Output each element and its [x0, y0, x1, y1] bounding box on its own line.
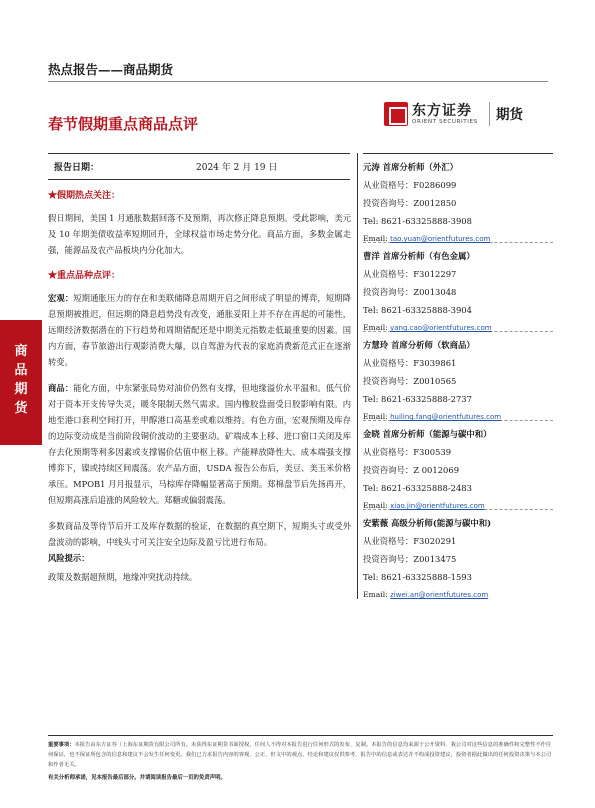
- date-label: 报告日期：: [54, 163, 100, 173]
- review-heading: ★重点品种点评：: [48, 271, 121, 281]
- analyst-email: Email: huiling.fang@orientfutures.com: [363, 412, 502, 421]
- analyst-email: Email: xiao.jin@orientfutures.com: [363, 501, 485, 510]
- commodity-label: 商品：: [48, 383, 74, 393]
- macro-label: 宏观：: [48, 293, 74, 303]
- analyst-name: 方慧玲 首席分析师（软商品）: [363, 340, 475, 350]
- risk-paragraph: 政策及数据超预期，地缘冲突扰动持续。: [48, 572, 198, 582]
- commodity-text: 能化方面，中东紧张局势对油价仍然有支撑，但地缘溢价水平温和。低气价对于资本开支传导失灵，暖冬限制天然气需求。国内橡胶盘面受日胶影响有限。内地至港口套利空间打开，甲醇港口高基差或难以维持。有色方面，宏观预期及库存的边际变动成是当前阶段铜价波动的主要驱动。矿端成本上移、进口窗口关闭及库存去化预期等利多因素或支撑锡价估值中枢上移。产能释放降性大、成本端强支撑博弈下，镍或持续区间震荡。农产品方面，USDA 报告公布后，美豆、美玉米价格承压。MPOB1 月月报显示，马棕库存降幅显著高于预期。郑棉盘节后先扬再开，但短期高涨后追涨的风险较大。郑糖或偏弱震荡。: [48, 383, 351, 505]
- disclaimer-label: 重要事项：: [48, 742, 75, 748]
- column-divider: [357, 153, 358, 599]
- analyst-license: 从业资格号：F3020291: [363, 536, 457, 546]
- date-value: 2024 年 2 月 19 日: [196, 163, 278, 173]
- side-tab-char: 货: [14, 401, 28, 416]
- logo-name-en: ORIENT SECURITIES: [412, 119, 478, 125]
- disclaimer-text: 本报告由东方证券（上海东证期货有限公司所有。未获得东证期货书面授权，任何人不得对本报告进行任何形式的发布、复制。本报告的信息均来源于公开资料，我公司对这些信息的准确性和完整性不作任何保证，也不保证所包含的信息和建议不会发生任何变更。我们已力求报告内容的客观、公正，但文中的观点、结论和建议仅供参考，报告中的信息或表达并不构成投资建议，投资者据此做出的任何投资决策与本公司和作者无关。: [48, 742, 552, 768]
- analyst-name: 安紫薇 高级分析师(能源与碳中和): [363, 518, 492, 528]
- logo-name-cn: 东方证券: [412, 103, 472, 119]
- header-rule: [48, 81, 548, 82]
- side-tab-char: 期: [14, 382, 28, 397]
- email-link[interactable]: tao.yuan@orientfutures.com: [390, 235, 491, 243]
- macro-text: 短期通胀压力的存在和美联储降息周期开启之间形成了明显的博弈，短期降息预期被推迟，但远期的降息趋势没有改变，通胀妥阳上并不存在再起的可能性，远期经济数据潜在的下行趋势和周期错配还是中期美元指数走低最重要的因素。国内方面，春节旅游出行观影消费大爆，以自驾游为代表的家庭消费新范式正在逐渐转变。: [48, 293, 351, 367]
- analyst-consult: 投资咨询号：Z0013475: [363, 554, 457, 564]
- analyst-tel: Tel: 8621-63325888-2737: [363, 394, 472, 404]
- footer-rule: [48, 735, 553, 736]
- email-link[interactable]: ziwei.an@orientfutures.com: [390, 591, 489, 599]
- analyst-consult: 投资咨询号：Z0010565: [363, 376, 457, 386]
- analyst-tel: Tel: 8621-63325888-3904: [363, 305, 472, 315]
- analyst-license: 从业资格号：F0286099: [363, 180, 457, 190]
- document-title: 春节假期重点商品点评: [48, 115, 199, 133]
- analyst-card: [363, 154, 553, 243]
- analyst-name: 元涛 首席分析师（外汇）: [363, 162, 459, 172]
- analyst-email: Email: tao.yuan@orientfutures.com: [363, 234, 491, 243]
- analyst-email: Email: yang.cao@orientfutures.com: [363, 323, 492, 332]
- commodity-paragraph: [48, 380, 351, 508]
- analyst-card: [363, 421, 553, 510]
- analyst-consult: 投资咨询号：Z0012850: [363, 198, 457, 208]
- analyst-license: 从业资格号：F3039861: [363, 358, 457, 368]
- main-content: [48, 188, 351, 595]
- macro-paragraph: [48, 290, 351, 370]
- logo-subtitle: 期货: [496, 107, 523, 123]
- email-link[interactable]: yang.cao@orientfutures.com: [390, 324, 492, 332]
- risk-heading: 风险提示：: [48, 553, 90, 563]
- side-category-tab: [0, 320, 42, 445]
- analyst-card: [363, 332, 553, 421]
- analyst-list: [363, 153, 553, 599]
- analyst-tel: Tel: 8621-63325888-2483: [363, 483, 472, 493]
- analyst-name: 金晓 首席分析师（能源与碳中和）: [363, 429, 492, 439]
- analyst-email: Email: ziwei.an@orientfutures.com: [363, 590, 489, 599]
- side-tab-char: 品: [14, 363, 28, 378]
- analyst-tel: Tel: 8621-63325888-1593: [363, 572, 472, 582]
- analyst-name: 曹洋 首席分析师（有色金属）: [363, 251, 475, 261]
- analyst-tel: Tel: 8621-63325888-3908: [363, 216, 472, 226]
- side-tab-char: 商: [14, 344, 28, 359]
- focus-heading: ★假期热点关注：: [48, 191, 121, 201]
- summary-paragraph: 多数商品及等待节后开工及库存数据的验证，在数据的真空期下，短期头寸或受外盘波动的影响，中线头寸可关注安全边际及盈亏比进行布局。: [48, 521, 351, 547]
- analyst-card: [363, 510, 553, 599]
- analyst-card: [363, 243, 553, 332]
- logo-separator: [489, 102, 490, 126]
- focus-paragraph: 假日期间，美国 1 月通胀数据回落不及预期，再次修正降息预期。受此影响，美元及 10 年期美债收益率短期回升，全球权益市场走势分化。商品方面，多数金属走强，能源品及农产品板块内分化加大。: [48, 213, 351, 255]
- analyst-license: 从业资格号：F3012297: [363, 269, 457, 279]
- company-logo: [380, 98, 555, 134]
- report-date-row: [48, 153, 350, 180]
- disclaimer: [48, 740, 553, 770]
- analyst-consult: 投资咨询号：Z0013048: [363, 287, 457, 297]
- analyst-consult: 投资咨询号：Z 0012069: [363, 465, 460, 475]
- report-category: 热点报告——商品期货: [48, 62, 174, 77]
- email-link[interactable]: xiao.jin@orientfutures.com: [390, 502, 485, 510]
- analyst-license: 从业资格号：F300539: [363, 447, 452, 457]
- email-link[interactable]: huiling.fang@orientfutures.com: [390, 413, 502, 421]
- logo-mark-icon: [384, 102, 408, 126]
- disclaimer-end: 有关分析师承诺，见本报告最后部分。并请阅读报告最后一页的免责声明。: [48, 775, 226, 781]
